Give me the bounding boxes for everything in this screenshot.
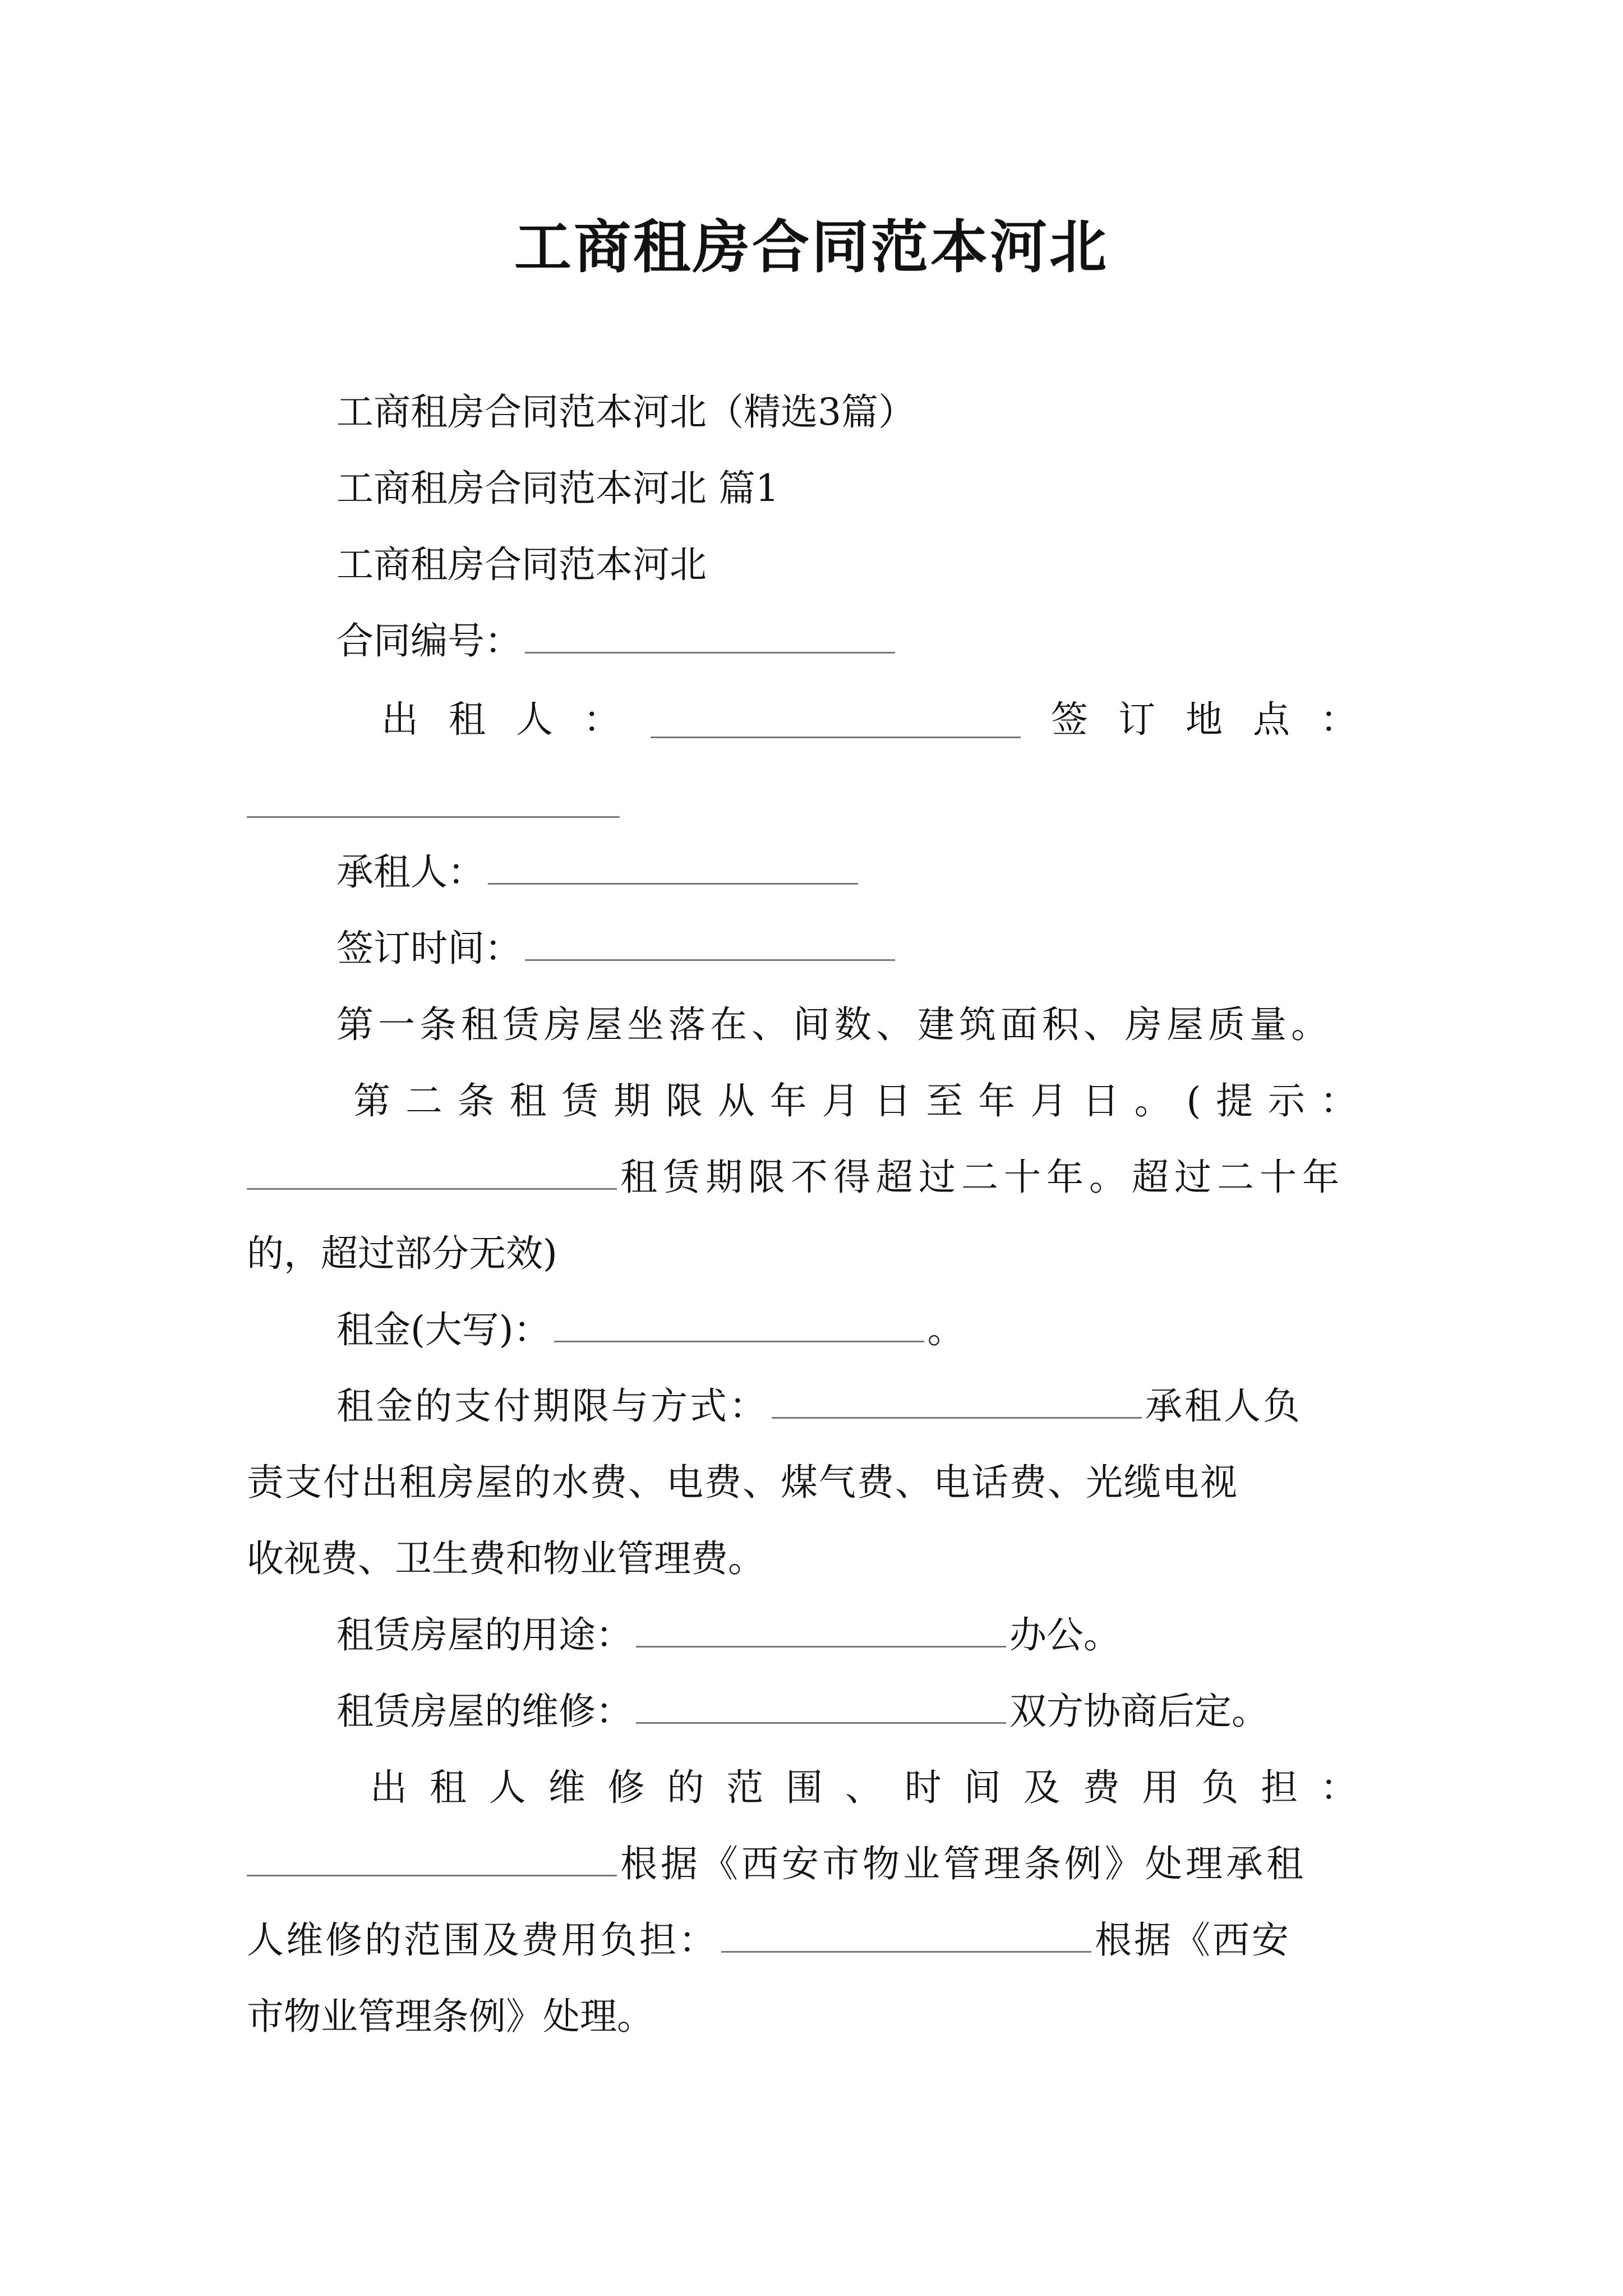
lessor-repair-char: 用 — [1142, 1766, 1179, 1809]
rent-field[interactable] — [554, 1314, 924, 1342]
contract-number-label: 合同编号： — [336, 619, 522, 662]
article-2-char: ( — [1186, 1079, 1201, 1122]
rent-end: 。 — [927, 1308, 965, 1351]
section-heading-text: 工商租房合同范本河北 篇1 — [336, 467, 779, 510]
sign-place-field[interactable] — [247, 816, 620, 818]
article-2-char: 第 — [353, 1079, 390, 1122]
lessor-repair-line — [370, 1766, 1357, 1809]
sign-time-field[interactable] — [525, 932, 895, 961]
lessee-repair-field[interactable] — [721, 1924, 1091, 1953]
lessor-repair-char: ： — [1320, 1766, 1357, 1809]
repair-label: 租赁房屋的维修： — [336, 1690, 633, 1733]
lessor-repair-char: 担 — [1261, 1766, 1298, 1809]
article-2-char: 至 — [926, 1079, 963, 1122]
payment-field[interactable] — [772, 1390, 1142, 1419]
payment-cont: 承租人负 — [1145, 1384, 1302, 1428]
lessor-repair-char: 围 — [786, 1766, 823, 1809]
use-end: 办公。 — [1009, 1613, 1121, 1657]
article-2-char: 月 — [822, 1079, 859, 1122]
sign-place-label-char: 签 — [1051, 698, 1088, 741]
payment-line-3 — [247, 1537, 765, 1580]
payment-line-2 — [247, 1461, 1238, 1504]
lessor-field[interactable] — [651, 710, 1021, 738]
lessor-repair-continued — [247, 1842, 1307, 1885]
lessor-repair-char: 间 — [963, 1766, 1001, 1809]
contract-number-field[interactable] — [525, 625, 895, 654]
payment-line-3-text: 收视费、卫生费和物业管理费。 — [247, 1537, 765, 1580]
subtitle-line — [336, 390, 915, 434]
article-2-char: 示 — [1267, 1079, 1305, 1122]
lessee-repair-line — [247, 1918, 1291, 1962]
rent-line — [336, 1308, 965, 1351]
lessor-repair-cont-text: 根据《西安市物业管理条例》处理承租 — [620, 1842, 1307, 1885]
rent-label: 租金(大写)： — [336, 1308, 551, 1351]
lessor-repair-char: 租 — [429, 1766, 467, 1809]
article-2-char: 期 — [614, 1079, 651, 1122]
lessee-label: 承租人： — [336, 850, 485, 894]
lessor-repair-char: 修 — [607, 1766, 645, 1809]
lessee-repair-end — [247, 1995, 654, 2038]
article-2-continued — [247, 1156, 1345, 1199]
lessor-line — [381, 698, 1357, 741]
article-2-char: 赁 — [561, 1079, 599, 1122]
article-2-char: ： — [1320, 1079, 1357, 1122]
lessor-repair-char: 的 — [667, 1766, 704, 1809]
article-1 — [336, 1003, 1332, 1046]
article-2-char: 从 — [717, 1079, 755, 1122]
article-2-char: 租 — [509, 1079, 547, 1122]
contract-heading-text: 工商租房合同范本河北 — [336, 543, 707, 586]
lessee-repair-end-text: 市物业管理条例》处理。 — [247, 1995, 654, 2038]
lessee-field[interactable] — [488, 856, 858, 885]
article-2-end — [247, 1232, 557, 1275]
contract-number-line — [336, 619, 898, 662]
lessor-repair-field[interactable] — [247, 1848, 617, 1876]
use-label: 租赁房屋的用途： — [336, 1613, 633, 1657]
sign-time-line — [336, 927, 898, 970]
payment-line — [336, 1384, 1302, 1428]
contract-heading — [336, 543, 707, 586]
lessor-label-char: 人 — [516, 698, 553, 741]
payment-label: 租金的支付期限与方式： — [336, 1384, 768, 1428]
use-line — [336, 1613, 1121, 1657]
article-2-cont-text: 租赁期限不得超过二十年。超过二十年 — [620, 1156, 1345, 1199]
lessor-repair-char: 范 — [726, 1766, 764, 1809]
article-2-char: 限 — [666, 1079, 703, 1122]
section-heading — [336, 467, 779, 510]
use-field[interactable] — [636, 1619, 1006, 1648]
sign-place-label-char: 订 — [1118, 698, 1155, 741]
sign-time-label: 签订时间： — [336, 927, 522, 970]
lessor-repair-char: 费 — [1082, 1766, 1120, 1809]
repair-end: 双方协商后定。 — [1009, 1690, 1269, 1733]
lessor-repair-char: 及 — [1023, 1766, 1061, 1809]
article-1-text: 第一条租赁房屋坐落在、间数、建筑面积、房屋质量。 — [336, 1003, 1332, 1046]
lessor-label-char: 租 — [449, 698, 486, 741]
lessor-label-char: ： — [583, 698, 620, 741]
article-2-char: 二 — [405, 1079, 442, 1122]
article-2-line — [353, 1079, 1357, 1122]
article-2-char: 。 — [1134, 1079, 1172, 1122]
lessor-label-char: 出 — [381, 698, 418, 741]
repair-field[interactable] — [636, 1695, 1006, 1724]
article-2-char: 年 — [769, 1079, 807, 1122]
lessor-repair-char: 负 — [1201, 1766, 1239, 1809]
sign-place-label-char: ： — [1320, 698, 1357, 741]
lessor-repair-char: 、 — [845, 1766, 882, 1809]
article-2-char: 月 — [1030, 1079, 1067, 1122]
lessor-repair-char: 时 — [904, 1766, 942, 1809]
document-title: 工商租房合同范本河北 — [514, 214, 1109, 281]
sign-place-label-char: 点 — [1253, 698, 1290, 741]
lessor-repair-char: 出 — [370, 1766, 407, 1809]
lessee-repair-cont: 根据《西安 — [1095, 1918, 1291, 1962]
article-2-char: 日 — [1082, 1079, 1119, 1122]
payment-line-2-text: 责支付出租房屋的水费、电费、煤气费、电话费、光缆电视 — [247, 1461, 1238, 1504]
lessee-repair-label: 人维修的范围及费用负担： — [247, 1918, 718, 1962]
article-2-field[interactable] — [247, 1161, 617, 1190]
lessor-repair-char: 人 — [488, 1766, 526, 1809]
sign-place-label-char: 地 — [1186, 698, 1223, 741]
article-2-char: 年 — [978, 1079, 1016, 1122]
lessee-line — [336, 850, 861, 894]
repair-line — [336, 1690, 1269, 1733]
lessor-repair-char: 维 — [548, 1766, 585, 1809]
article-2-end-text: 的，超过部分无效) — [247, 1232, 557, 1275]
article-2-char: 提 — [1216, 1079, 1253, 1122]
subtitle-text: 工商租房合同范本河北（精选3篇） — [336, 390, 915, 434]
article-2-char: 日 — [874, 1079, 911, 1122]
article-2-char: 条 — [457, 1079, 495, 1122]
